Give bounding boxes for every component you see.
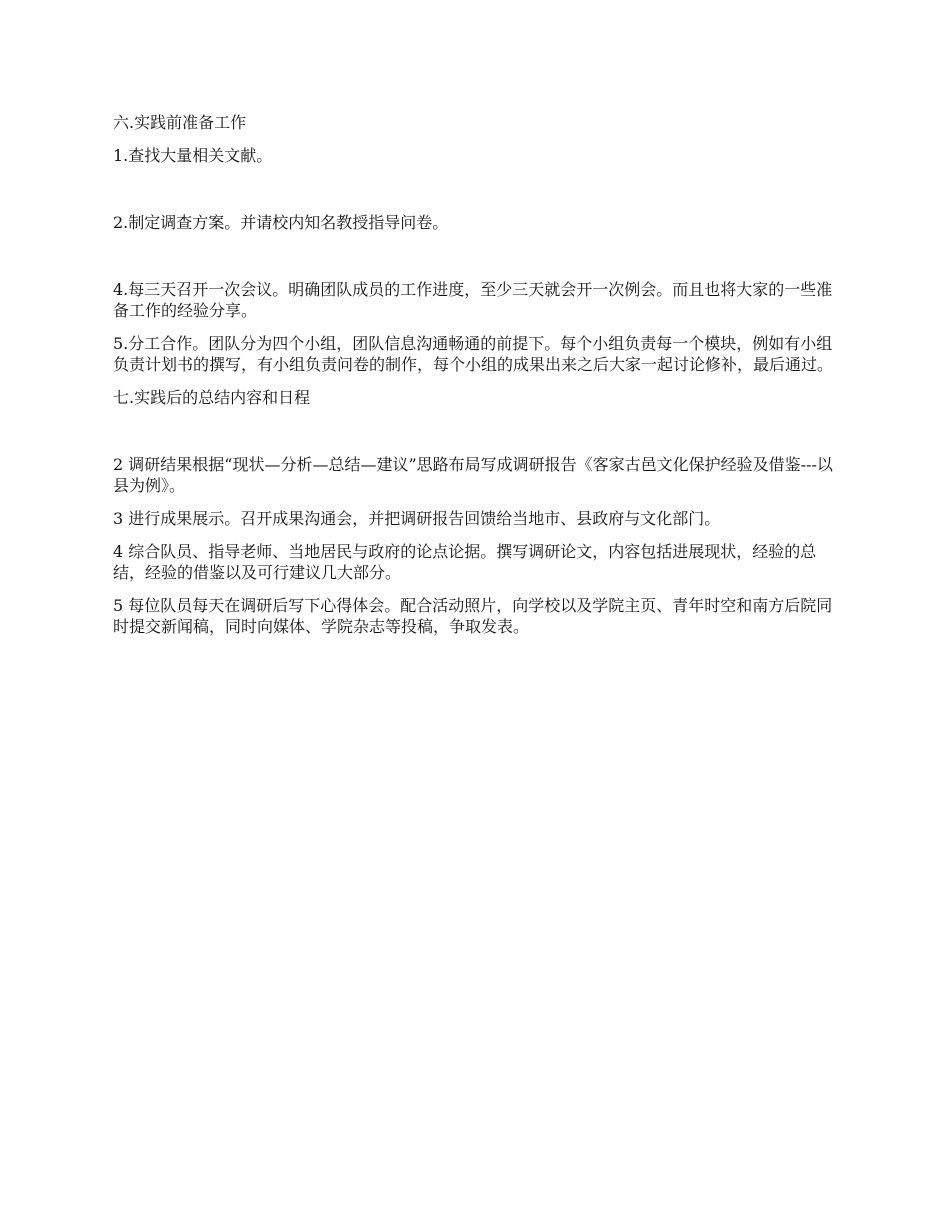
section-heading-summary: 七.实践后的总结内容和日程 — [113, 388, 311, 407]
section-heading-preparation: 六.实践前准备工作 — [113, 113, 247, 132]
list-item: 1.查找大量相关文献。 — [113, 146, 273, 165]
list-item: 5.分工合作。团队分为四个小组，团队信息沟通畅通的前提下。每个小组负责每一个模块，例如有小组负责计划书的撰写，有小组负责问卷的制作，每个小组的成果出来之后大家一起讨论修补，最后通过。 — [113, 334, 834, 374]
list-item: 5 每位队员每天在调研后写下心得体会。配合活动照片，向学校以及学院主页、青年时空和南方后院同时提交新闻稿，同时向媒体、学院杂志等投稿，争取发表。 — [113, 596, 833, 636]
list-item: 3 进行成果展示。召开成果沟通会，并把调研报告回馈给当地市、县政府与文化部门。 — [113, 509, 721, 528]
list-item: 2.制定调查方案。并请校内知名教授指导问卷。 — [113, 213, 449, 232]
list-item: 4.每三天召开一次会议。明确团队成员的工作进度，至少三天就会开一次例会。而且也将大家的一些准备工作的经验分享。 — [113, 280, 833, 320]
list-item: 2 调研结果根据“现状—分析—总结—建议”思路布局写成调研报告《客家古邑文化保护经验及借鉴---以县为例》。 — [113, 455, 833, 495]
document-body — [113, 112, 838, 637]
list-item: 4 综合队员、指导老师、当地居民与政府的论点论据。撰写调研论文，内容包括进展现状，经验的总结，经验的借鉴以及可行建议几大部分。 — [113, 542, 817, 582]
